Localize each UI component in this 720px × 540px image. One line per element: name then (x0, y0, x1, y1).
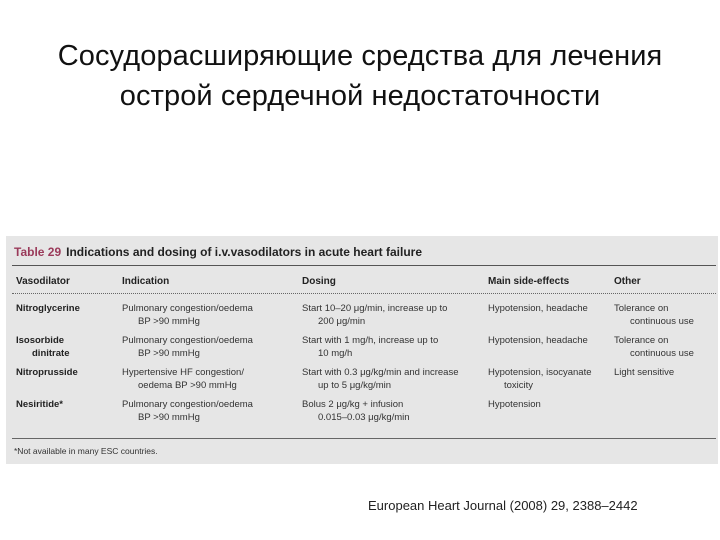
cell-side-effects (488, 335, 588, 348)
cell-line: Pulmonary congestion/oedema (122, 303, 253, 314)
cell-line: BP >90 mmHg (138, 315, 200, 327)
cell-line: toxicity (504, 379, 534, 391)
cell-side-effects (488, 367, 592, 392)
cell-line: BP >90 mmHg (138, 411, 200, 423)
cell-line: continuous use (630, 315, 694, 327)
header-divider (12, 293, 716, 294)
header-vasodilator: Vasodilator (16, 276, 70, 287)
cell-line: Hypotension (488, 399, 541, 410)
cell-line: Nitroprusside (16, 367, 78, 378)
cell-line: Tolerance on (614, 335, 669, 346)
cell-line: Start with 0.3 μg/kg/min and increase (302, 367, 459, 378)
cell-side-effects (488, 303, 588, 316)
cell-line: 200 μg/min (318, 315, 366, 327)
source-citation: European Heart Journal (2008) 29, 2388–2442 (368, 498, 638, 513)
table-footnote: *Not available in many ESC countries. (14, 446, 158, 456)
cell-vasodilator (16, 367, 78, 380)
header-dosing: Dosing (302, 276, 336, 287)
cell-vasodilator (16, 303, 80, 316)
cell-vasodilator (16, 335, 69, 360)
header-indication: Indication (122, 276, 170, 287)
cell-indication (122, 303, 253, 328)
cell-line: BP >90 mmHg (138, 347, 200, 359)
cell-line: Nitroglycerine (16, 303, 80, 314)
cell-line: Start 10–20 μg/min, increase up to (302, 303, 448, 314)
cell-line: continuous use (630, 347, 694, 359)
table-bottom-divider (12, 438, 716, 439)
cell-indication (122, 367, 244, 392)
caption-divider (12, 265, 716, 266)
cell-line: oedema BP >90 mmHg (138, 379, 237, 391)
table-caption-text: Indications and dosing of i.v.vasodilators in acute heart failure (66, 245, 422, 259)
cell-other (614, 303, 694, 328)
header-side-effects: Main side-effects (488, 276, 570, 287)
cell-line: Nesiritide* (16, 399, 63, 410)
cell-side-effects (488, 399, 541, 412)
vasodilator-table (6, 236, 718, 464)
cell-vasodilator (16, 399, 63, 412)
cell-dosing (302, 399, 410, 424)
cell-dosing (302, 367, 459, 392)
table-caption-label: Table 29 (14, 245, 62, 259)
cell-indication (122, 399, 253, 424)
cell-line: Bolus 2 μg/kg + infusion (302, 399, 404, 410)
cell-dosing (302, 335, 438, 360)
cell-line: Isosorbide (16, 335, 65, 346)
cell-dosing (302, 303, 447, 328)
cell-other (614, 367, 674, 380)
cell-line: Pulmonary congestion/oedema (122, 335, 253, 346)
cell-line: Light sensitive (614, 367, 675, 378)
cell-line: Hypotension, headache (488, 303, 588, 314)
cell-line: up to 5 μg/kg/min (318, 379, 392, 391)
cell-other (614, 335, 694, 360)
cell-line: Start with 1 mg/h, increase up to (302, 335, 439, 346)
cell-line: Pulmonary congestion/oedema (122, 399, 253, 410)
cell-line: Tolerance on (614, 303, 669, 314)
cell-line: Hypotension, headache (488, 335, 588, 346)
table-header-row (6, 276, 718, 290)
cell-line: dinitrate (32, 347, 70, 359)
slide-title-line-1: Сосудорасширяющие средства для лечения (57, 40, 663, 72)
slide-title-line-2: острой сердечной недостаточности (119, 80, 601, 112)
cell-line: Hypotension, isocyanate (488, 367, 592, 378)
slide-title (0, 36, 720, 116)
header-other: Other (614, 276, 641, 287)
cell-indication (122, 335, 253, 360)
cell-line: Hypertensive HF congestion/ (122, 367, 244, 378)
cell-line: 0.015–0.03 μg/kg/min (318, 411, 410, 423)
table-caption (14, 245, 422, 259)
cell-line: 10 mg/h (318, 347, 353, 359)
